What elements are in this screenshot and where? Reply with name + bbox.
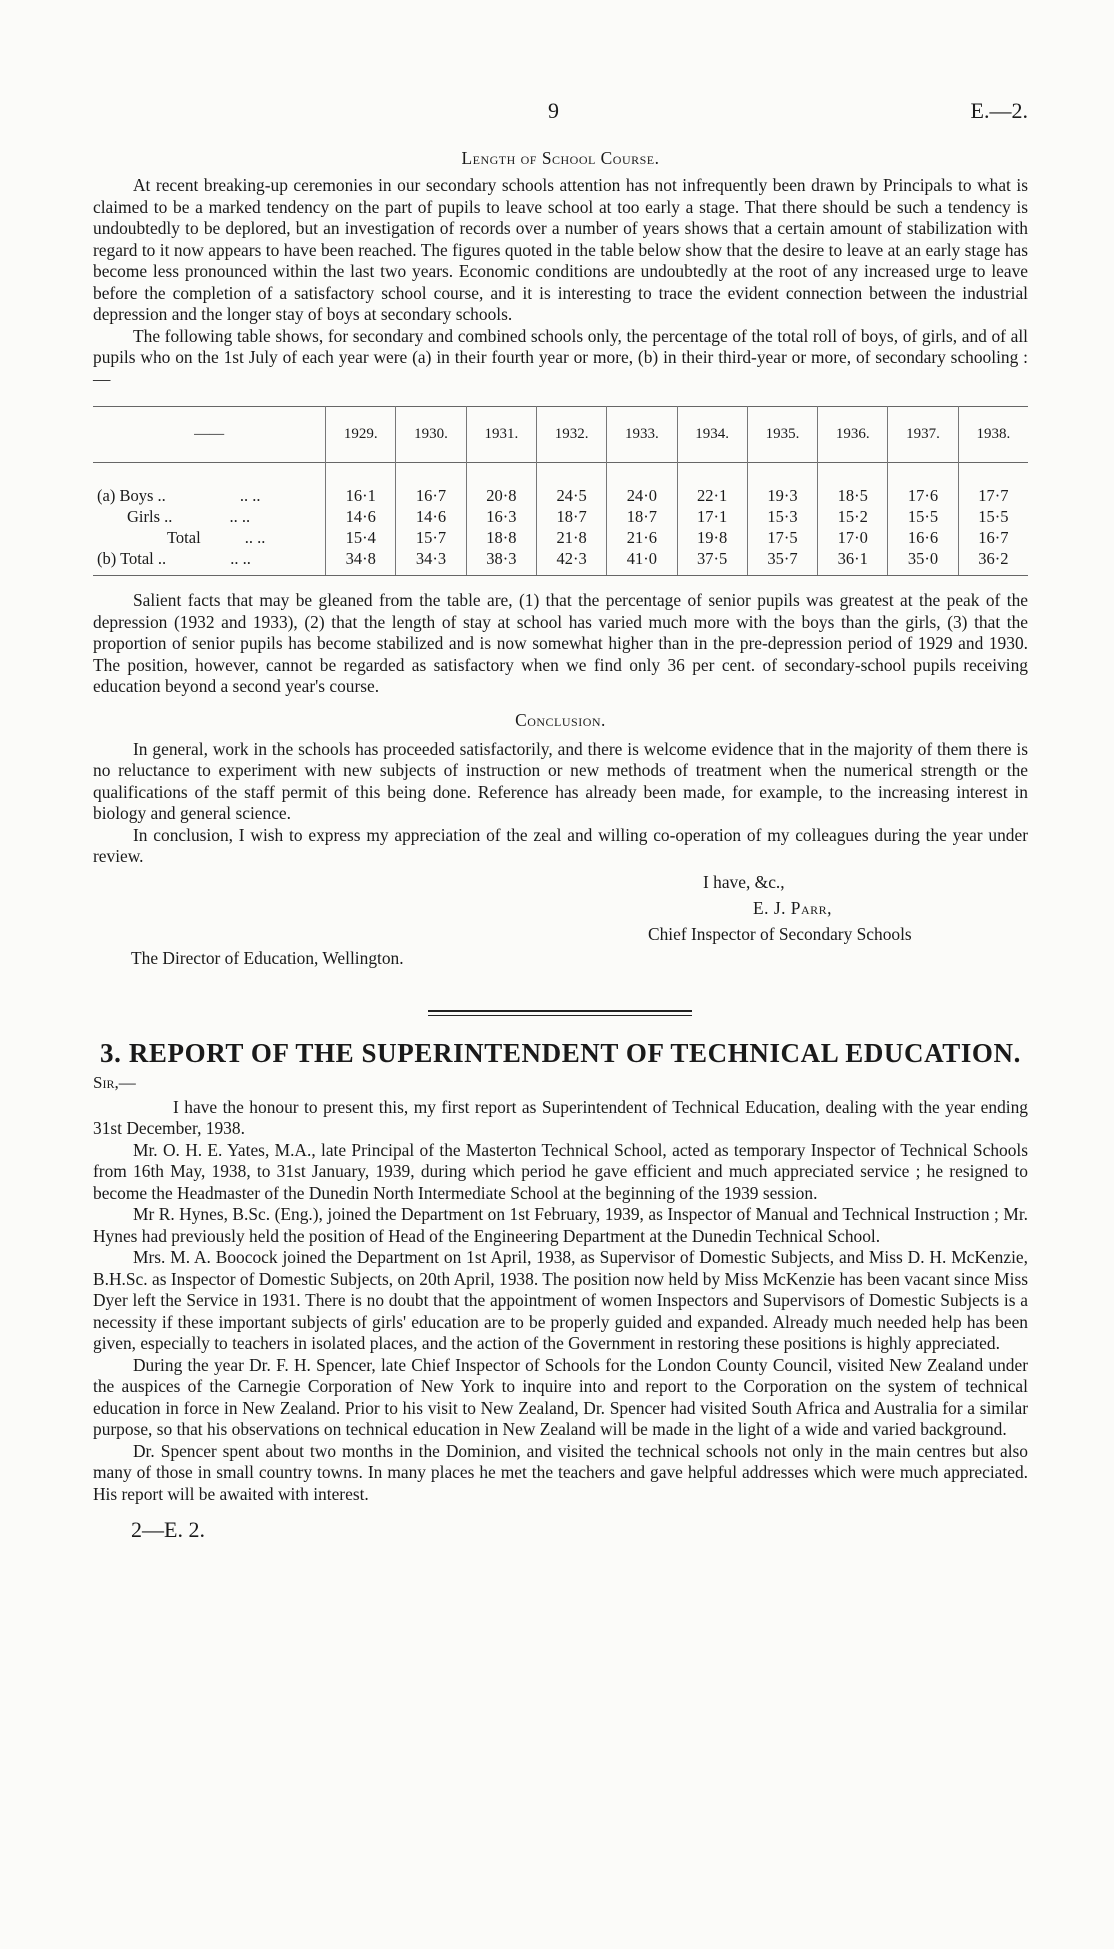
- year-header: 1931.: [466, 407, 536, 463]
- table-corner: ——: [194, 426, 225, 442]
- year-header: 1929.: [326, 407, 396, 463]
- year-header: 1933.: [607, 407, 677, 463]
- table-cell: 15·5: [888, 506, 958, 527]
- table-cell: 41·0: [607, 548, 677, 576]
- table-cell: 35·0: [888, 548, 958, 576]
- section-divider: [428, 1010, 692, 1016]
- signature-mark: 2—E. 2.: [131, 1517, 205, 1542]
- table-row: [93, 548, 1028, 576]
- paragraph: Mr R. Hynes, B.Sc. (Eng.), joined the Department on 1st February, 1939, as Inspector of Manual and Technical Instruction ; Mr. Hynes had previously held the position of Head of the Engineering Department at the Dunedin Technical School.: [93, 1204, 1028, 1246]
- section-divider-wrap: [93, 998, 1028, 1038]
- table-cell: 17·1: [677, 506, 747, 527]
- table-cell: [958, 463, 1028, 486]
- table-cell: 22·1: [677, 485, 747, 506]
- report-title: 3. REPORT OF THE SUPERINTENDENT OF TECHNICAL EDUCATION.: [100, 1037, 1021, 1068]
- table-cell: [888, 463, 958, 486]
- table-cell: [607, 463, 677, 486]
- table-cell: [536, 463, 606, 486]
- closing-line: I have, &c.,: [703, 871, 785, 892]
- table-cell: 15·7: [396, 527, 466, 548]
- row-label: Total .. ..: [167, 527, 266, 547]
- length-of-school-course-section: [93, 148, 1028, 1543]
- signatory-name: E. J. Parr,: [753, 897, 832, 918]
- table-cell: 34·8: [326, 548, 396, 576]
- year-header: 1932.: [536, 407, 606, 463]
- signoff-block: [93, 868, 1028, 998]
- table-cell: 17·5: [747, 527, 817, 548]
- paragraph: I have the honour to present this, my first report as Superintendent of Technical Education, dealing with the year ending 31st December, 1938.: [93, 1096, 1028, 1138]
- paragraph: In conclusion, I wish to express my appreciation of the zeal and willing co-operation of my colleagues during the year under review.: [93, 824, 1028, 866]
- table-row: [93, 485, 1028, 506]
- table-cell: 15·4: [326, 527, 396, 548]
- paragraph: During the year Dr. F. H. Spencer, late Chief Inspector of Schools for the London County Council, visited New Zealand under the auspices of the Carnegie Corporation of New York to inquire into and report to the Corporation on the system of technical education in force in New Zealand. Prior to his visit to New Zealand, Dr. Spencer had visited South Africa and Australia for a similar purpose, so that his observations on technical education in New Zealand will be made in the light of a wide and varied background.: [93, 1354, 1028, 1439]
- table-cell: 24·0: [607, 485, 677, 506]
- paragraph: At recent breaking-up ceremonies in our secondary schools attention has not infrequently been drawn by Principals to what is claimed to be a marked tendency on the part of pupils to leave school at too early a stage. That there should be such a tendency is undoubtedly to be deplored, but an investigation of records over a number of years shows that a certain amount of stabilization with regard to it now appears to have been reached. The figures quoted in the table below show that the desire to leave at an early stage has become less pronounced within the last two years. Economic conditions are undoubtedly at the root of any increased urge to leave before the completion of a satisfactory school course, and it is interesting to trace the evident connection between the industrial depression and the longer stay of boys at secondary schools.: [93, 175, 1028, 324]
- table-cell: 36·1: [818, 548, 888, 576]
- page-number: 9: [548, 98, 559, 123]
- table-cell: 14·6: [396, 506, 466, 527]
- table-cell: [396, 463, 466, 486]
- page-header: [93, 98, 1028, 128]
- section-heading: Length of School Course.: [461, 148, 660, 168]
- table-cell: 18·7: [536, 506, 606, 527]
- salient-facts-section: [93, 590, 1028, 698]
- table-cell: 21·6: [607, 527, 677, 548]
- year-header: 1938.: [958, 407, 1028, 463]
- table-cell: [677, 463, 747, 486]
- salutation: Sir,—: [93, 1072, 136, 1092]
- table-cell: 15·2: [818, 506, 888, 527]
- table-cell: 34·3: [396, 548, 466, 576]
- row-label: Girls .. .. ..: [127, 506, 251, 526]
- table-cell: [818, 463, 888, 486]
- table-row: [93, 527, 1028, 548]
- paragraph: In general, work in the schools has proceeded satisfactorily, and there is welcome evidence that in the majority of them there is no reluctance to experiment with new subjects of instruction or new methods of treatment when the numerical strength or the qualifications of the staff permit of this being done. Reference has already been made, for example, to the increasing interest in biology and general science.: [93, 738, 1028, 823]
- table-cell: 24·5: [536, 485, 606, 506]
- signatory-title: Chief Inspector of Secondary Schools: [648, 923, 912, 944]
- table-cell: 20·8: [466, 485, 536, 506]
- table-cell: 18·5: [818, 485, 888, 506]
- table-cell: 37·5: [677, 548, 747, 576]
- table-cell: 17·7: [958, 485, 1028, 506]
- row-label: (a) Boys .. .. ..: [97, 485, 261, 505]
- table-cell: [326, 463, 396, 486]
- table-cell: 18·7: [607, 506, 677, 527]
- paragraph: Salient facts that may be gleaned from the table are, (1) that the percentage of senior pupils was greatest at the peak of the depression (1932 and 1933), (2) that the length of stay at school has varied much more with the boys than the girls, (3) that the proportion of senior pupils has become stabilized and is now somewhat higher than in the pre-depression period of 1929 and 1930. The position, however, cannot be regarded as satisfactory when we find only 36 per cent. of secondary-school pupils receiving education beyond a second year's course.: [93, 590, 1028, 696]
- table-cell: [747, 463, 817, 486]
- table-cell: 14·6: [326, 506, 396, 527]
- table-cell: 19·3: [747, 485, 817, 506]
- table-cell: 16·7: [958, 527, 1028, 548]
- year-header: 1937.: [888, 407, 958, 463]
- table-cell: 17·0: [818, 527, 888, 548]
- table-cell: 16·3: [466, 506, 536, 527]
- table-cell: 15·3: [747, 506, 817, 527]
- year-header: 1930.: [396, 407, 466, 463]
- table-cell: 18·8: [466, 527, 536, 548]
- document-reference: E.—2.: [970, 98, 1028, 123]
- table-cell: 21·8: [536, 527, 606, 548]
- year-header: 1936.: [818, 407, 888, 463]
- table-header-row: [93, 407, 1028, 463]
- paragraph: The following table shows, for secondary and combined schools only, the percentage of the total roll of boys, of girls, and of all pupils who on the 1st July of each year were (a) in their fourth year or more, (b) in their third-year or more, of secondary schooling :—: [93, 325, 1028, 389]
- table-row: [93, 506, 1028, 527]
- paragraph: Mr. O. H. E. Yates, M.A., late Principal of the Masterton Technical School, acted as temporary Inspector of Technical Schools from 16th May, 1938, to 31st January, 1939, during which period he gave efficient and much appreciated service ; he resigned to become the Headmaster of the Dunedin North Intermediate School at the beginning of the 1939 session.: [93, 1139, 1028, 1203]
- table-cell: [466, 463, 536, 486]
- table-cell: 16·1: [326, 485, 396, 506]
- row-label: (b) Total .. .. ..: [93, 548, 326, 576]
- table-cell: 15·5: [958, 506, 1028, 527]
- table-cell: 16·6: [888, 527, 958, 548]
- senior-pupils-table: [93, 406, 1028, 576]
- table-cell: 35·7: [747, 548, 817, 576]
- paragraph: Mrs. M. A. Boocock joined the Department on 1st April, 1938, as Supervisor of Domestic Subjects, and Miss D. H. McKenzie, B.H.Sc. as Inspector of Domestic Subjects, on 20th April, 1938. The position now held by Miss McKenzie has been vacant since Miss Dyer left the Service in 1931. There is no doubt that the appointment of women Inspectors and Supervisors of Domestic Subjects is a necessity if these important subjects of girls' education are to be properly guided and expanded. Already much needed help has been given, especially to teachers in isolated places, and the action of the Government in restoring these positions is highly appreciated.: [93, 1247, 1028, 1353]
- table-cell: 16·7: [396, 485, 466, 506]
- year-header: 1934.: [677, 407, 747, 463]
- year-header: 1935.: [747, 407, 817, 463]
- table-cell: 36·2: [958, 548, 1028, 576]
- paragraph: Dr. Spencer spent about two months in the Dominion, and visited the technical schools not only in the main centres but also many of those in small country towns. In many places he met the teachers and gave helpful addresses which were much appreciated. His report will be awaited with interest.: [93, 1440, 1028, 1504]
- table-cell: 38·3: [466, 548, 536, 576]
- addressee: The Director of Education, Wellington.: [131, 947, 404, 968]
- table-cell: 19·8: [677, 527, 747, 548]
- conclusion-heading: Conclusion.: [515, 709, 606, 730]
- table-cell: 17·6: [888, 485, 958, 506]
- table-cell: 42·3: [536, 548, 606, 576]
